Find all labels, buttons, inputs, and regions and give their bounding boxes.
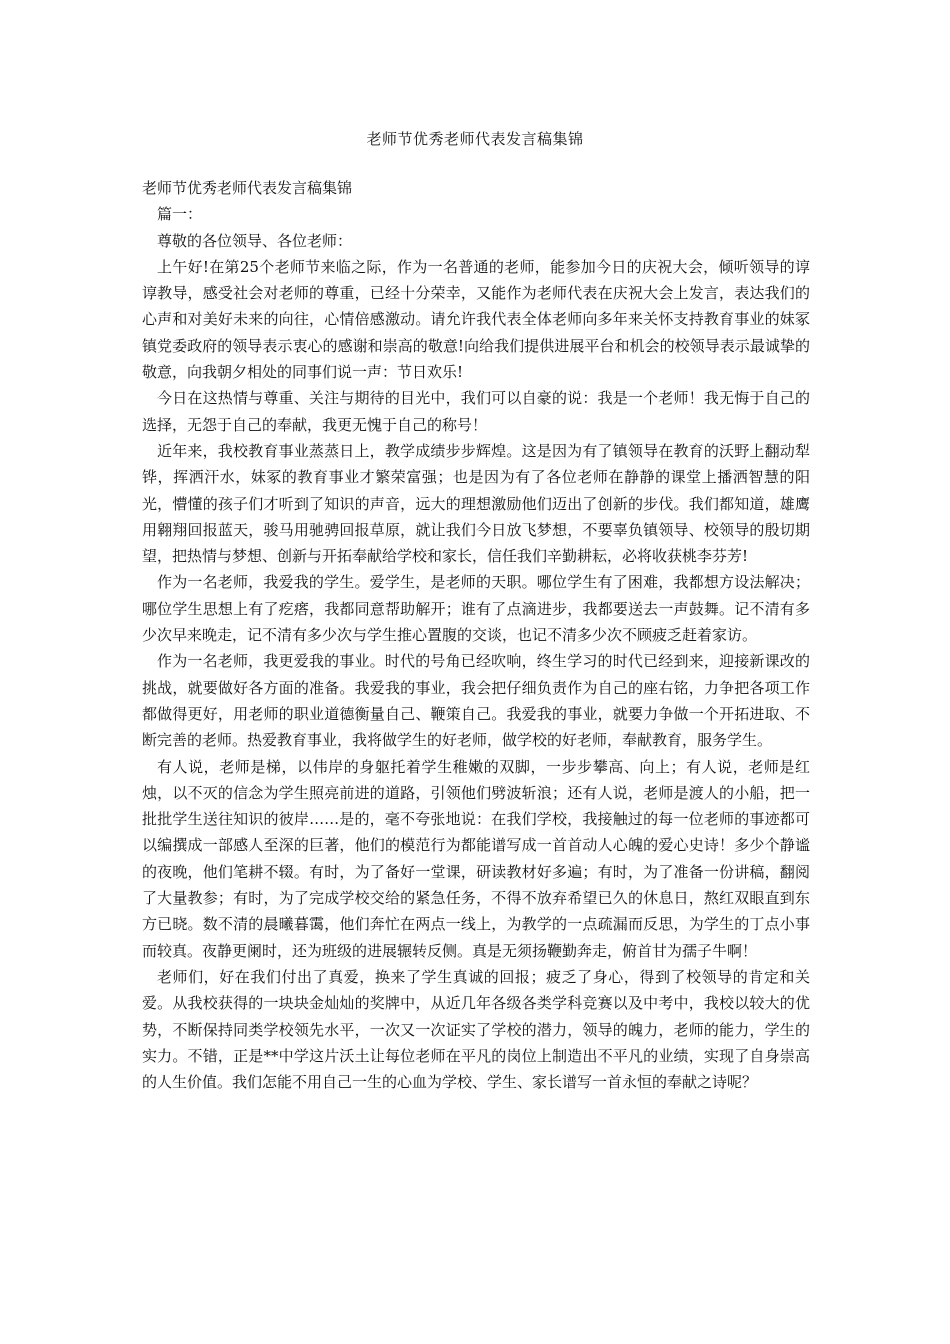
document-body: [142, 175, 810, 1095]
paragraph: 近年来，我校教育事业蒸蒸日上，教学成绩步步辉煌。这是因为有了镇领导在教育的沃野上翻动犁铧，挥洒汗水，妹冢的教育事业才繁荣富强；也是因为有了各位老师在静静的课堂上播洒智慧的阳光，懵懂的孩子们才听到了知识的声音，远大的理想激励他们迈出了创新的步伐。我们都知道，雄鹰用翱翔回报蓝天，骏马用驰骋回报草原，就让我们今日放飞梦想，不要辜负镇领导、校领导的殷切期望，把热情与梦想、创新与开拓奉献给学校和家长，信任我们辛勤耕耘，必将收获桃李芬芳!: [142, 441, 810, 566]
paragraph: 上午好!在第25个老师节来临之际，作为一名普通的老师，能参加今日的庆祝大会，倾听领导的谆谆教导，感受社会对老师的尊重，已经十分荣幸，又能作为老师代表在庆祝大会上发言，表达我们的心声和对美好未来的向往，心情倍感激动。请允许我代表全体老师向多年来关怀支持教育事业的妹冢镇党委政府的领导表示衷心的感谢和崇高的敬意!向给我们提供进展平台和机会的校领导表示最诚挚的敬意，向我朝夕相处的同事们说一声：节日欢乐!: [142, 257, 810, 382]
paragraph: 老师们，好在我们付出了真爱，换来了学生真诚的回报；疲乏了身心，得到了校领导的肯定和关爱。从我校获得的一块块金灿灿的奖牌中，从近几年各级各类学科竞赛以及中考中，我校以较大的优势，不断保持同类学校领先水平，一次又一次证实了学校的潜力，领导的魄力，老师的能力，学生的实力。不错，正是**中学这片沃土让每位老师在平凡的岗位上制造出不平凡的业绩，实现了自身崇高的人生价值。我们怎能不用自己一生的心血为学校、学生、家长谱写一首永恒的奉献之诗呢？: [142, 967, 810, 1092]
paragraph: 今日在这热情与尊重、关注与期待的目光中，我们可以自豪的说：我是一个老师！我无悔于自己的选择，无怨于自己的奉献，我更无愧于自己的称号！: [142, 389, 810, 434]
paragraph: 有人说，老师是梯，以伟岸的身躯托着学生稚嫩的双脚，一步步攀高、向上；有人说，老师是红烛，以不灭的信念为学生照亮前进的道路，引领他们劈波斩浪；还有人说，老师是渡人的小船，把一批批学生送往知识的彼岸……是的，毫不夸张地说：在我们学校，我接触过的每一位老师的事迹都可以编撰成一部感人至深的巨著，他们的模范行为都能谱写成一首首动人心魄的爱心史诗！多少个静谧的夜晚，他们笔耕不辍。有时，为了备好一堂课，研读教材好多遍；有时，为了准备一份讲稿，翻阅了大量教参；有时，为了完成学校交给的紧急任务，不得不放弃希望已久的休息日，熬红双眼直到东方已晓。数不清的晨曦暮霭，他们奔忙在两点一线上，为教学的一点疏漏而反思，为学生的丁点小事而较真。夜静更阑时，还为班级的进展辗转反侧。真是无须扬鞭勤奔走，俯首甘为孺子牛啊！: [142, 757, 810, 960]
document-title: 老师节优秀老师代表发言稿集锦: [366, 130, 584, 148]
paragraph: 作为一名老师，我更爱我的事业。时代的号角已经吹响，终生学习的时代已经到来，迎接新课改的挑战，就要做好各方面的准备。我爱我的事业，我会把仔细负责作为自己的座右铭，力争把各项工作都做得更好，用老师的职业道德衡量自己、鞭策自己。我爱我的事业，就要力争做一个开拓进取、不断完善的老师。热爱教育事业，我将做学生的好老师，做学校的好老师，奉献教育，服务学生。: [142, 652, 810, 750]
salutation: 尊敬的各位领导、各位老师：: [157, 231, 353, 250]
section-label: 篇一：: [157, 205, 203, 224]
document-subtitle: 老师节优秀老师代表发言稿集锦: [142, 179, 353, 197]
paragraph: 作为一名老师，我爱我的学生。爱学生，是老师的天职。哪位学生有了困难，我都想方设法解决；哪位学生思想上有了疙瘩，我都同意帮助解开；谁有了点滴进步，我都要送去一声鼓舞。记不清有多少次早来晚走，记不清有多少次与学生推心置腹的交谈，也记不清多少次不顾疲乏赶着家访。: [142, 573, 810, 645]
